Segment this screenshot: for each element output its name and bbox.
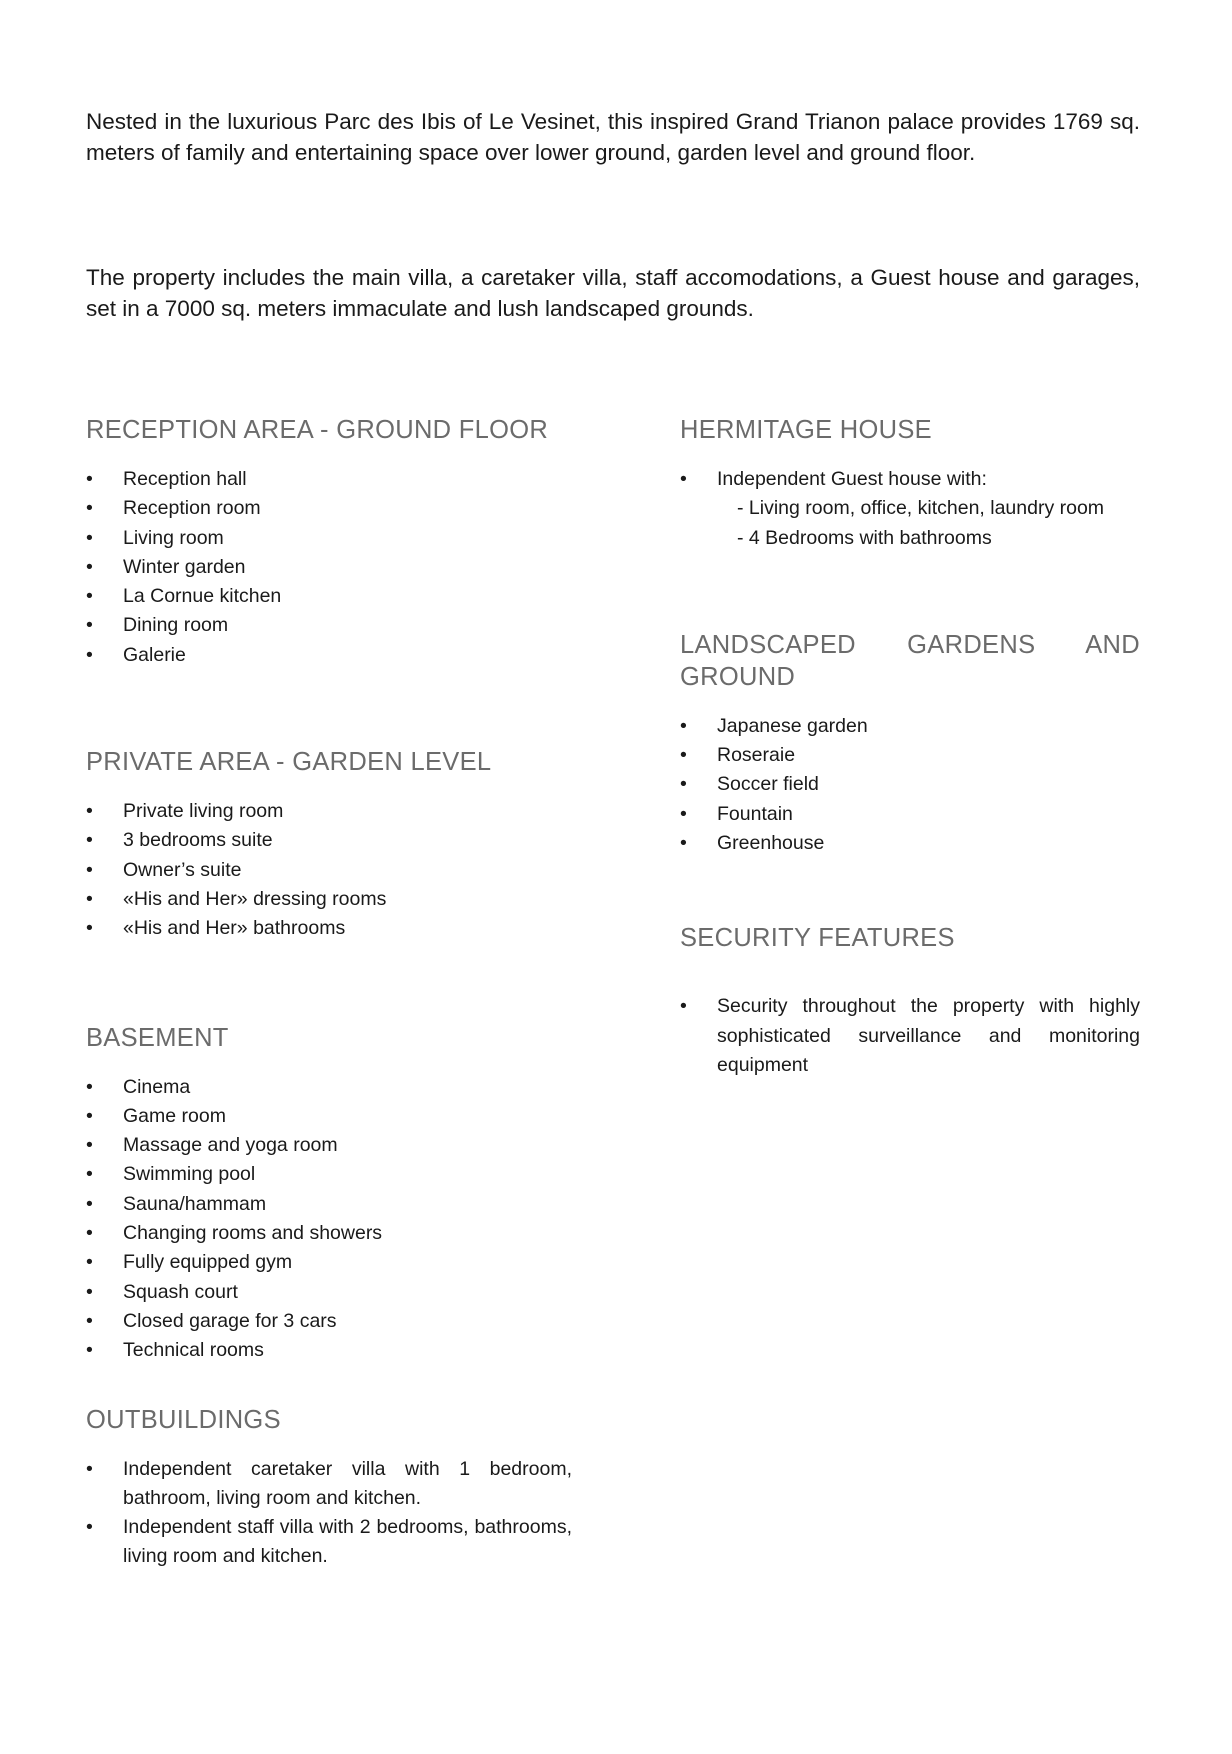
- sub-item: - Living room, office, kitchen, laundry room: [737, 497, 1105, 520]
- left-column: [86, 414, 572, 1572]
- reception-area-list: [86, 465, 572, 670]
- list-item: • La Cornue kitchen: [86, 582, 572, 611]
- list-item-text: Independent Guest house with:: [717, 468, 987, 490]
- private-area-list: [86, 797, 572, 943]
- intro-paragraph-2: The property includes the main villa, a caretaker villa, staff accomodations, a Guest house and garages, set in a 7000 sq. meters immaculate and lush landscaped grounds.: [86, 265, 1140, 321]
- list-item: • Changing rooms and showers: [86, 1219, 572, 1248]
- list-item: • Independent staff villa with 2 bedrooms, bathrooms, living room and kitchen.: [86, 1513, 572, 1572]
- list-item: • Fountain: [680, 800, 1140, 829]
- list-item: • Swimming pool: [86, 1160, 572, 1189]
- list-item: • «His and Her» bathrooms: [86, 914, 572, 943]
- list-item: • Fully equipped gym: [86, 1248, 572, 1277]
- section-heading-reception-area: RECEPTION AREA - GROUND FLOOR: [86, 416, 549, 444]
- section-heading-security-features: SECURITY FEATURES: [680, 924, 955, 953]
- list-item: • Security throughout the property with highly sophisticated surveillance and monitoring equipment: [680, 992, 1140, 1080]
- list-item: • Reception room: [86, 494, 572, 523]
- list-item: • Independent caretaker villa with 1 bedroom, bathroom, living room and kitchen.: [86, 1455, 572, 1514]
- right-column: [680, 414, 1140, 1080]
- list-item: • Dining room: [86, 611, 572, 640]
- outbuildings-list: [86, 1455, 572, 1572]
- list-item: • Greenhouse: [680, 829, 1140, 858]
- list-item: • Private living room: [86, 797, 572, 826]
- section-heading-landscaped-gardens: [680, 629, 1140, 693]
- hermitage-house-list: [680, 465, 1140, 553]
- section-heading-basement: BASEMENT: [86, 1023, 229, 1052]
- section-heading-private-area: PRIVATE AREA - GARDEN LEVEL: [86, 748, 492, 777]
- list-item: • Living room: [86, 524, 572, 553]
- list-item: • Japanese garden: [680, 712, 1140, 741]
- list-item: • 3 bedrooms suite: [86, 826, 572, 855]
- intro-paragraph-1: Nested in the luxurious Parc des Ibis of Le Vesinet, this inspired Grand Trianon palace provides 1769 sq. meters of family and entertaining space over lower ground, garden level and ground floor.: [86, 109, 1140, 165]
- list-item: • Winter garden: [86, 553, 572, 582]
- section-heading-outbuildings: OUTBUILDINGS: [86, 1405, 281, 1434]
- list-item: • «His and Her» dressing rooms: [86, 885, 572, 914]
- list-item: [680, 465, 1140, 553]
- heading-line: GROUND: [680, 662, 796, 691]
- section-heading-hermitage-house: HERMITAGE HOUSE: [680, 416, 932, 444]
- list-item: • Cinema: [86, 1073, 572, 1102]
- list-item: • Owner’s suite: [86, 856, 572, 885]
- list-item: • Reception hall: [86, 465, 572, 494]
- list-item: • Technical rooms: [86, 1336, 572, 1365]
- heading-line: LANDSCAPED GARDENS AND: [680, 630, 1140, 659]
- basement-list: [86, 1073, 572, 1366]
- list-item: • Closed garage for 3 cars: [86, 1307, 572, 1336]
- list-item: • Soccer field: [680, 770, 1140, 799]
- sub-item: - 4 Bedrooms with bathrooms: [737, 526, 992, 549]
- landscaped-gardens-list: [680, 712, 1140, 858]
- list-item: • Galerie: [86, 641, 572, 670]
- list-item: • Sauna/hammam: [86, 1190, 572, 1219]
- list-item: • Massage and yoga room: [86, 1131, 572, 1160]
- list-item: • Game room: [86, 1102, 572, 1131]
- list-item: • Squash court: [86, 1278, 572, 1307]
- list-item: • Roseraie: [680, 741, 1140, 770]
- security-features-list: [680, 992, 1140, 1080]
